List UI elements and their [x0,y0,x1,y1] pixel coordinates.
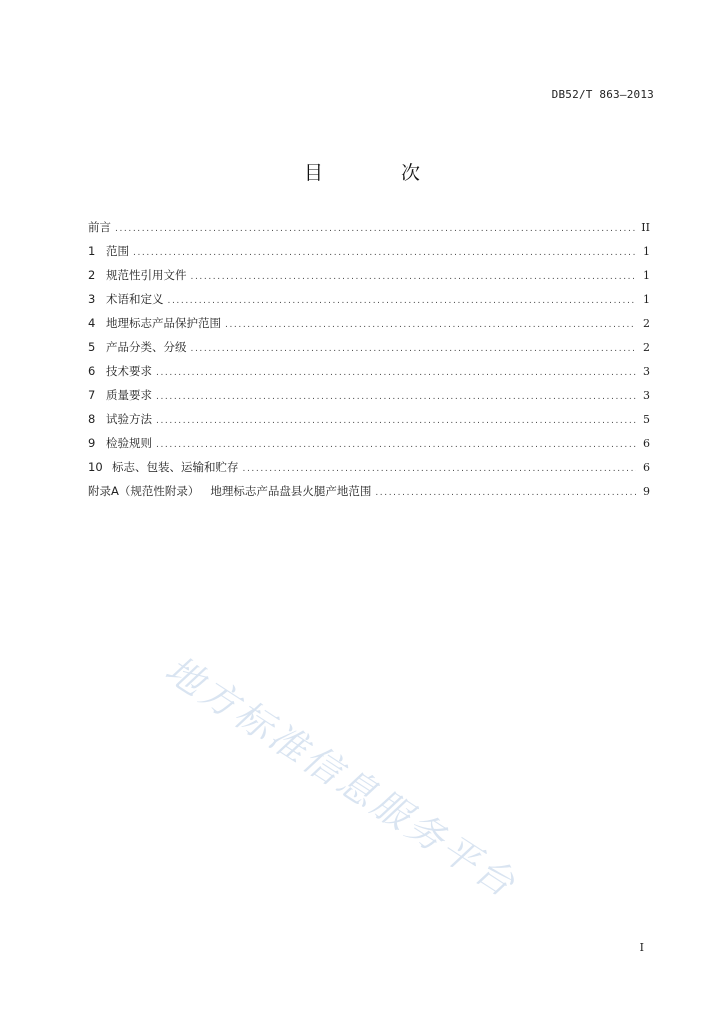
toc-entry-number: 8 [88,412,96,426]
document-code: DB52/T 863—2013 [551,88,654,101]
toc-entry-number: 5 [88,340,96,354]
toc-entry-5[interactable] [88,339,650,363]
toc-leader-dots [156,365,636,381]
toc-entry-8[interactable] [88,411,650,435]
toc-entry-number: 2 [88,268,96,282]
toc-entry-label: 地理标志产品保护范围 [106,316,221,330]
toc-entry-label: 技术要求 [106,364,152,378]
toc-entry-page: 3 [643,389,650,402]
toc-entry-appendix-a[interactable] [88,483,650,507]
toc-entry-preface[interactable] [88,219,650,243]
toc-leader-dots [133,245,636,261]
toc-entry-number: 4 [88,316,96,330]
toc-entry-label: 产品分类、分级 [106,340,187,354]
toc-entry-label: 试验方法 [106,412,152,426]
page-title: 目 次 [303,162,457,184]
toc-entry-number: 9 [88,436,96,450]
toc-entry-page: 1 [643,245,650,258]
toc-entry-6[interactable] [88,363,650,387]
toc-entry-number: 10 [88,460,103,474]
toc-entry-label: 附录A（规范性附录） 地理标志产品盘县火腿产地范围 [88,484,372,498]
toc-entry-label: 检验规则 [106,436,152,450]
toc-leader-dots [156,413,636,429]
toc-leader-dots [375,485,636,501]
toc-entry-label: 范围 [106,244,129,258]
toc-entry-page: 6 [643,461,650,474]
toc-entry-number: 3 [88,292,96,306]
toc-leader-dots [115,221,636,237]
toc-entry-label: 规范性引用文件 [106,268,187,282]
toc-entry-label: 标志、包装、运输和贮存 [112,460,239,474]
toc-entry-7[interactable] [88,387,650,411]
toc-entry-label: 前言 [88,220,111,234]
toc-entry-2[interactable] [88,267,650,291]
toc-entry-number: 6 [88,364,96,378]
toc-leader-dots [156,389,636,405]
toc-entry-page: 2 [643,341,650,354]
toc-leader-dots [225,317,636,333]
toc-entry-label: 质量要求 [106,388,152,402]
toc-leader-dots [168,293,637,309]
toc-entry-label: 术语和定义 [106,292,164,306]
toc-entry-page: 1 [643,293,650,306]
toc-entry-3[interactable] [88,291,650,315]
toc-entry-page: 9 [643,485,650,498]
toc-leader-dots [156,437,636,453]
toc-entry-page: 1 [643,269,650,282]
toc-entry-page: 5 [643,413,650,426]
toc-entry-page: 2 [643,317,650,330]
toc-entry-number: 1 [88,244,96,258]
toc-entry-page: 6 [643,437,650,450]
table-of-contents [88,219,650,507]
toc-leader-dots [191,269,637,285]
toc-entry-1[interactable] [88,243,650,267]
page-number: I [639,941,644,954]
toc-entry-10[interactable] [88,459,650,483]
toc-leader-dots [243,461,637,477]
toc-entry-number: 7 [88,388,96,402]
watermark-text: 地方标准信息服务平台 [157,647,525,907]
toc-entry-page: 3 [643,365,650,378]
toc-entry-4[interactable] [88,315,650,339]
toc-leader-dots [191,341,637,357]
toc-entry-9[interactable] [88,435,650,459]
toc-entry-page: II [641,221,650,234]
